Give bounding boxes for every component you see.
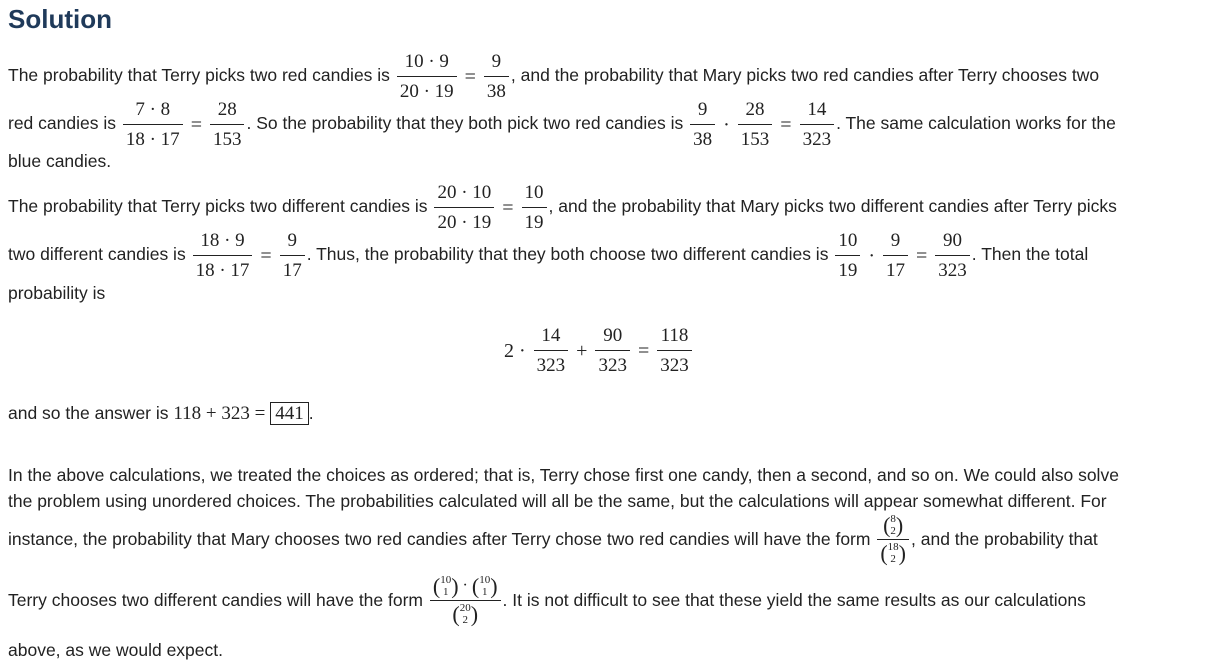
fraction: $\frac{9}{17}$ (280, 231, 305, 280)
fraction: $\frac{9}{38}$ (690, 100, 715, 149)
p1-line-1: The probability that Terry picks two red candies is $\frac{10 \cdot 9}{20 \cdot 19}$ = $\frac{9}{38}$ , and the probability that Mary picks two red candies after Terry chooses two (8, 51, 1100, 102)
p2-line-3: probability is (8, 283, 106, 303)
fraction: $\frac{14}{323}$ (800, 100, 835, 149)
fraction: $\frac{28}{153}$ (210, 100, 245, 149)
boxed-answer: 441 (270, 402, 309, 425)
p3-line-2: the problem using unordered choices. The probabilities calculated will all be the same, but the calculations will appear somewhat different. For (8, 491, 1107, 511)
fraction: $\frac{90}{323}$ (595, 326, 630, 375)
answer-line: and so the answer is 118 + 323 = 441 . (8, 403, 314, 424)
fraction: $\frac{90}{323}$ (935, 231, 970, 280)
display-equation: 2 · $\frac{14}{323}$ + $\frac{90}{323}$ = $\frac{118}{323}$ (504, 326, 694, 375)
solution-heading: Solution (8, 4, 112, 34)
fraction: $\frac{7 \cdot 8}{18 \cdot 17}$ (123, 100, 183, 149)
binomial-fraction: ( 10 1 ) · ( 10 1 ) ( 20 2 ) (430, 575, 501, 626)
fraction: $\frac{9}{17}$ (883, 231, 908, 280)
fraction: $\frac{10}{19}$ (835, 231, 860, 280)
p2-line-1: The probability that Terry picks two different candies is $\frac{20 \cdot 10}{20 \cdot 19}$ = $\frac{10}{19}$ , and the probability that Mary picks two different candies after Terry picks (8, 182, 1117, 233)
fraction: $\frac{9}{38}$ (484, 52, 509, 101)
p3-line-3: instance, the probability that Mary chooses two red candies after Terry chose two red candies will have the form ( 8 2 ) ( 18 2 ) , and the probability that (8, 512, 1098, 566)
p1-line-3: blue candies. (8, 151, 112, 171)
p3-line-5: above, as we would expect. (8, 640, 223, 660)
p2-line-2: two different candies is $\frac{18 \cdot 9}{18 \cdot 17}$ = $\frac{9}{17}$ . Thus, the probability that they both choose two different candies is $\frac{10}{19}$ · $\frac{9}{17}$ = $\frac{90}{323}$ . Then the total (8, 230, 1089, 281)
fraction: $\frac{14}{323}$ (534, 326, 569, 375)
binomial-fraction: ( 8 2 ) ( 18 2 ) (877, 514, 909, 565)
p3-line-1: In the above calculations, we treated the choices as ordered; that is, Terry chose first one candy, then a second, and so on. We could also solve (8, 465, 1119, 485)
p1-line-2: red candies is $\frac{7 \cdot 8}{18 \cdot 17}$ = $\frac{28}{153}$ . So the probability that they both pick two red candies is $\frac{9}{38}$ · $\frac{28}{153}$ = $\frac{14}{323}$ . The same calculation works for the (8, 99, 1116, 150)
fraction: $\frac{10}{19}$ (522, 183, 547, 232)
fraction: $\frac{118}{323}$ (657, 326, 692, 375)
fraction: $\frac{18 \cdot 9}{18 \cdot 17}$ (193, 231, 253, 280)
p1-text-1: The probability that Terry picks two red candies is (8, 65, 390, 86)
fraction: $\frac{10 \cdot 9}{20 \cdot 19}$ (397, 52, 457, 101)
fraction: $\frac{28}{153}$ (738, 100, 773, 149)
fraction: $\frac{20 \cdot 10}{20 \cdot 19}$ (434, 183, 494, 232)
p3-line-4: Terry chooses two different candies will have the form ( 10 1 ) · ( 10 1 ) ( 20 2 ) . It is not difficult to see that these yield the same results as our calculations (8, 573, 1086, 627)
